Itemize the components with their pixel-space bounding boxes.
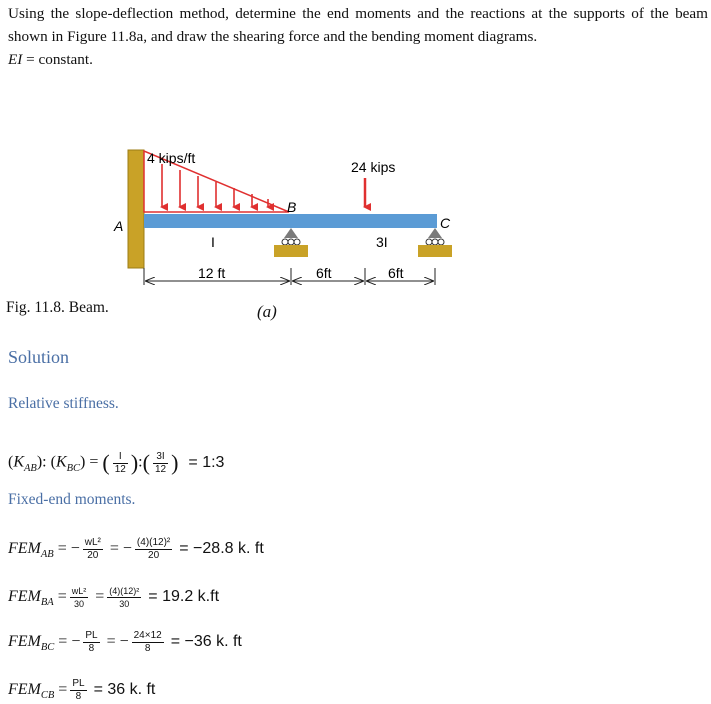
inertia-bc: 3I — [376, 234, 388, 250]
stiffness-ratio-result: = 1:3 — [188, 453, 225, 471]
stiffness-ab-fraction: $\frac{I}{12}$ — [114, 450, 126, 475]
stiffness-bc-fraction: $\frac{3I}{12}$ — [154, 450, 167, 475]
roller-support-b — [274, 228, 308, 257]
distributed-load-label: 4 kips/ft — [147, 150, 196, 166]
rel-eq: ) = — [80, 453, 99, 471]
fem-ab-equation: $FEM_{AB}$ = − $\frac{\text{wL²}}{20}$ = − $\frac{\text{(4)(12)²}}{20}$ = −28.8 k. ft — [8, 537, 264, 561]
fixed-wall — [128, 150, 144, 268]
ei-symbol: EI — [8, 51, 23, 68]
fem-ba-equation: $FEM_{BA}$ = $\frac{\text{wL²}}{30}$ = $\frac{\text{(4)(12)²}}{30}$ = 19.2 k.ft — [8, 586, 220, 609]
fixed-end-moments-heading: Fixed-end moments. — [8, 491, 136, 508]
distributed-load-arrows — [162, 164, 268, 207]
point-load-label: 24 kips — [351, 159, 396, 175]
k-bc-sub: BC — [66, 462, 81, 474]
ratio-sep: ): ( — [36, 453, 56, 471]
problem-line-2: of the beam shown in Figure 11.8a, and draw the shearing force and the bending moment diagrams. — [8, 5, 708, 45]
k-bc: K — [55, 453, 67, 471]
beam — [144, 214, 437, 228]
dim-ab: 12 ft — [198, 265, 226, 281]
relative-stiffness-heading: Relative stiffness. — [8, 395, 119, 412]
problem-line-1: Using the slope-deflection method, determine the end moments and the reactions at the supports — [8, 5, 625, 22]
label-b: B — [287, 199, 297, 215]
paren: ( — [8, 453, 14, 471]
inertia-ab: I — [211, 234, 215, 250]
label-a: A — [114, 218, 124, 234]
fem-cb-equation: $FEM_{CB}$ = $\frac{PL}{8}$ = 36 k. ft — [8, 678, 156, 702]
relative-stiffness-equation: $(K_{AB})$: $(K_{BC})$ = ( $\frac{I}{12}$ ):( $\frac{3I}{12}$ ) = 1:3 — [8, 450, 225, 475]
k-ab-sub: AB — [24, 462, 37, 474]
dim-bc1: 6ft — [316, 265, 332, 281]
ei-constant: = constant. — [22, 51, 93, 68]
figure-caption: Fig. 11.8. Beam. — [6, 299, 109, 316]
beam-figure — [0, 0, 711, 300]
roller-support-c — [418, 228, 452, 257]
k-ab: K — [13, 453, 24, 471]
solution-heading: Solution — [8, 347, 70, 367]
figure-part-label: (a) — [257, 302, 277, 321]
label-c: C — [440, 215, 451, 231]
dim-bc2: 6ft — [388, 265, 404, 281]
fem-bc-equation: $FEM_{BC}$ = − $\frac{PL}{8}$ = − $\frac{24\times 12}{8}$ = −36 k. ft — [8, 630, 242, 654]
